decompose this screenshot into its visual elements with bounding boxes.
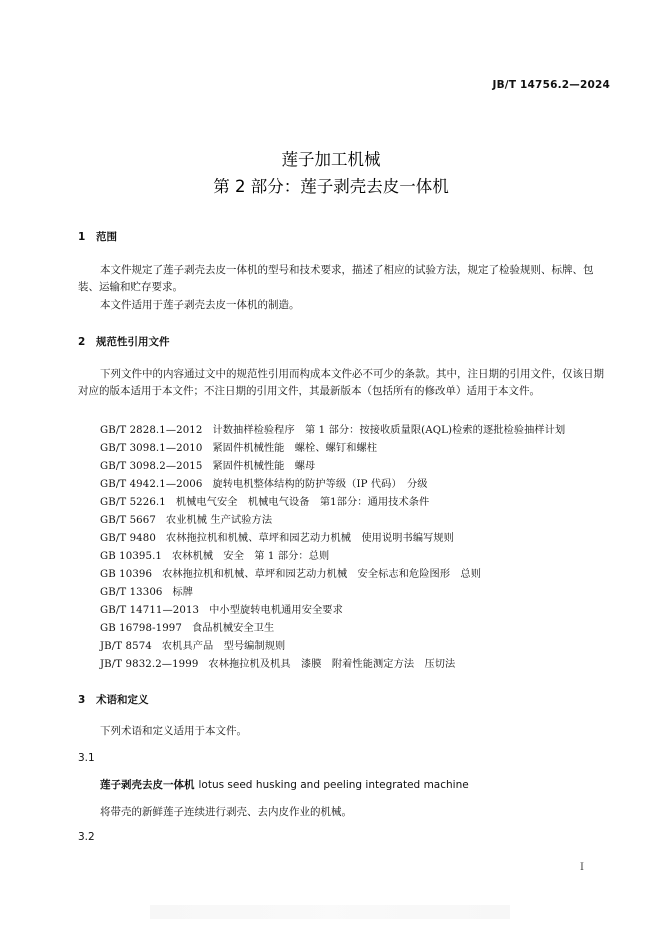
standard-code: JB/T 14756.2—2024 <box>492 79 610 91</box>
reference-code: GB/T 14711—2013 <box>100 605 200 616</box>
section-title: 范围 <box>96 231 117 243</box>
reference-code: GB 10395.1 <box>100 551 162 562</box>
reference-title: 机械电气安全 机械电气设备 第1部分：通用技术条件 <box>175 497 430 508</box>
reference-title: 标牌 <box>172 587 194 598</box>
reference-code: GB/T 13306 <box>100 587 163 598</box>
document-subtitle: 第 2 部分：莲子剥壳去皮一体机 <box>213 177 449 196</box>
document-title: 莲子加工机械 <box>281 150 381 169</box>
reference-code: GB/T 5667 <box>100 515 156 526</box>
scope-paragraph: 本文件规定了莲子剥壳去皮一体机的型号和技术要求，描述了相应的试验方法，规定了检验规则、标牌、包装、运输和贮存要求。 <box>78 264 594 293</box>
section-title: 规范性引用文件 <box>96 336 170 348</box>
reference-title: 紧固件机械性能 螺栓、螺钉和螺柱 <box>212 443 378 454</box>
reference-item <box>100 601 343 616</box>
reference-item <box>100 547 329 562</box>
reference-item <box>100 475 428 490</box>
terms-intro: 下列术语和定义适用于本文件。 <box>100 725 247 737</box>
reference-code: GB/T 3098.1—2010 <box>100 443 203 454</box>
reference-item <box>100 637 285 652</box>
reference-title: 食品机械安全卫生 <box>191 623 275 634</box>
section-title: 术语和定义 <box>96 694 149 706</box>
term-number: 3.2 <box>78 831 95 843</box>
section-number: 3 <box>78 694 86 706</box>
reference-item <box>100 529 454 544</box>
term-chinese: 莲子剥壳去皮一体机 <box>100 779 195 791</box>
section-number: 2 <box>78 336 86 348</box>
reference-code: GB/T 3098.2—2015 <box>100 461 203 472</box>
reference-item <box>100 439 377 454</box>
reference-code: JB/T 9832.2—1999 <box>100 659 199 670</box>
section-number: 1 <box>78 231 86 243</box>
term-number: 3.1 <box>78 752 95 764</box>
reference-item <box>100 421 565 436</box>
section-heading-scope <box>78 229 117 244</box>
reference-title: 农林拖拉机和机械、草坪和园艺动力机械 安全标志和危险图形 总则 <box>162 569 481 580</box>
watermark <box>150 905 510 919</box>
reference-title: 紧固件机械性能 螺母 <box>212 461 316 472</box>
reference-title: 旋转电机整体结构的防护等级（IP 代码） 分级 <box>212 479 428 490</box>
page-number: I <box>580 862 584 873</box>
reference-title: 农林拖拉机和机械、草坪和园艺动力机械 使用说明书编写规则 <box>165 533 454 544</box>
reference-title: 农林机械 安全 第 1 部分：总则 <box>172 551 330 562</box>
reference-code: GB/T 9480 <box>100 533 156 544</box>
reference-title: 农业机械 生产试验方法 <box>165 515 273 526</box>
reference-code: GB 10396 <box>100 569 153 580</box>
reference-item <box>100 583 193 598</box>
reference-title: 计数抽样检验程序 第 1 部分：按接收质量限(AQL)检索的逐批检验抽样计划 <box>212 425 566 436</box>
reference-code: GB/T 4942.1—2006 <box>100 479 203 490</box>
reference-item <box>100 619 274 634</box>
reference-title: 中小型旋转电机通用安全要求 <box>209 605 343 616</box>
references-intro: 下列文件中的内容通过文中的规范性引用而构成本文件必不可少的条款。其中，注日期的引用文件，仅该日期对应的版本适用于本文件；不注日期的引用文件，其最新版本（包括所有的修改单）适用于本文件。 <box>78 368 604 397</box>
reference-item <box>100 493 429 508</box>
reference-title: 农林拖拉机及机具 漆膜 附着性能测定方法 压切法 <box>208 659 456 670</box>
reference-code: GB 16798-1997 <box>100 623 182 634</box>
section-heading-normative-references <box>78 334 170 349</box>
reference-code: GB/T 2828.1—2012 <box>100 425 203 436</box>
reference-title: 农机具产品 型号编制规则 <box>161 641 286 652</box>
term-definition: 将带壳的新鲜莲子连续进行剥壳、去内皮作业的机械。 <box>100 806 352 818</box>
reference-item <box>100 457 315 472</box>
reference-code: GB/T 5226.1 <box>100 497 166 508</box>
section-heading-terms <box>78 692 149 707</box>
term-english: lotus seed husking and peeling integrated machine <box>198 779 469 791</box>
reference-item <box>100 565 481 580</box>
term-entry <box>100 777 469 792</box>
reference-code: JB/T 8574 <box>100 641 152 652</box>
scope-applicability: 本文件适用于莲子剥壳去皮一体机的制造。 <box>100 299 300 311</box>
reference-item <box>100 655 455 670</box>
reference-item <box>100 511 272 526</box>
